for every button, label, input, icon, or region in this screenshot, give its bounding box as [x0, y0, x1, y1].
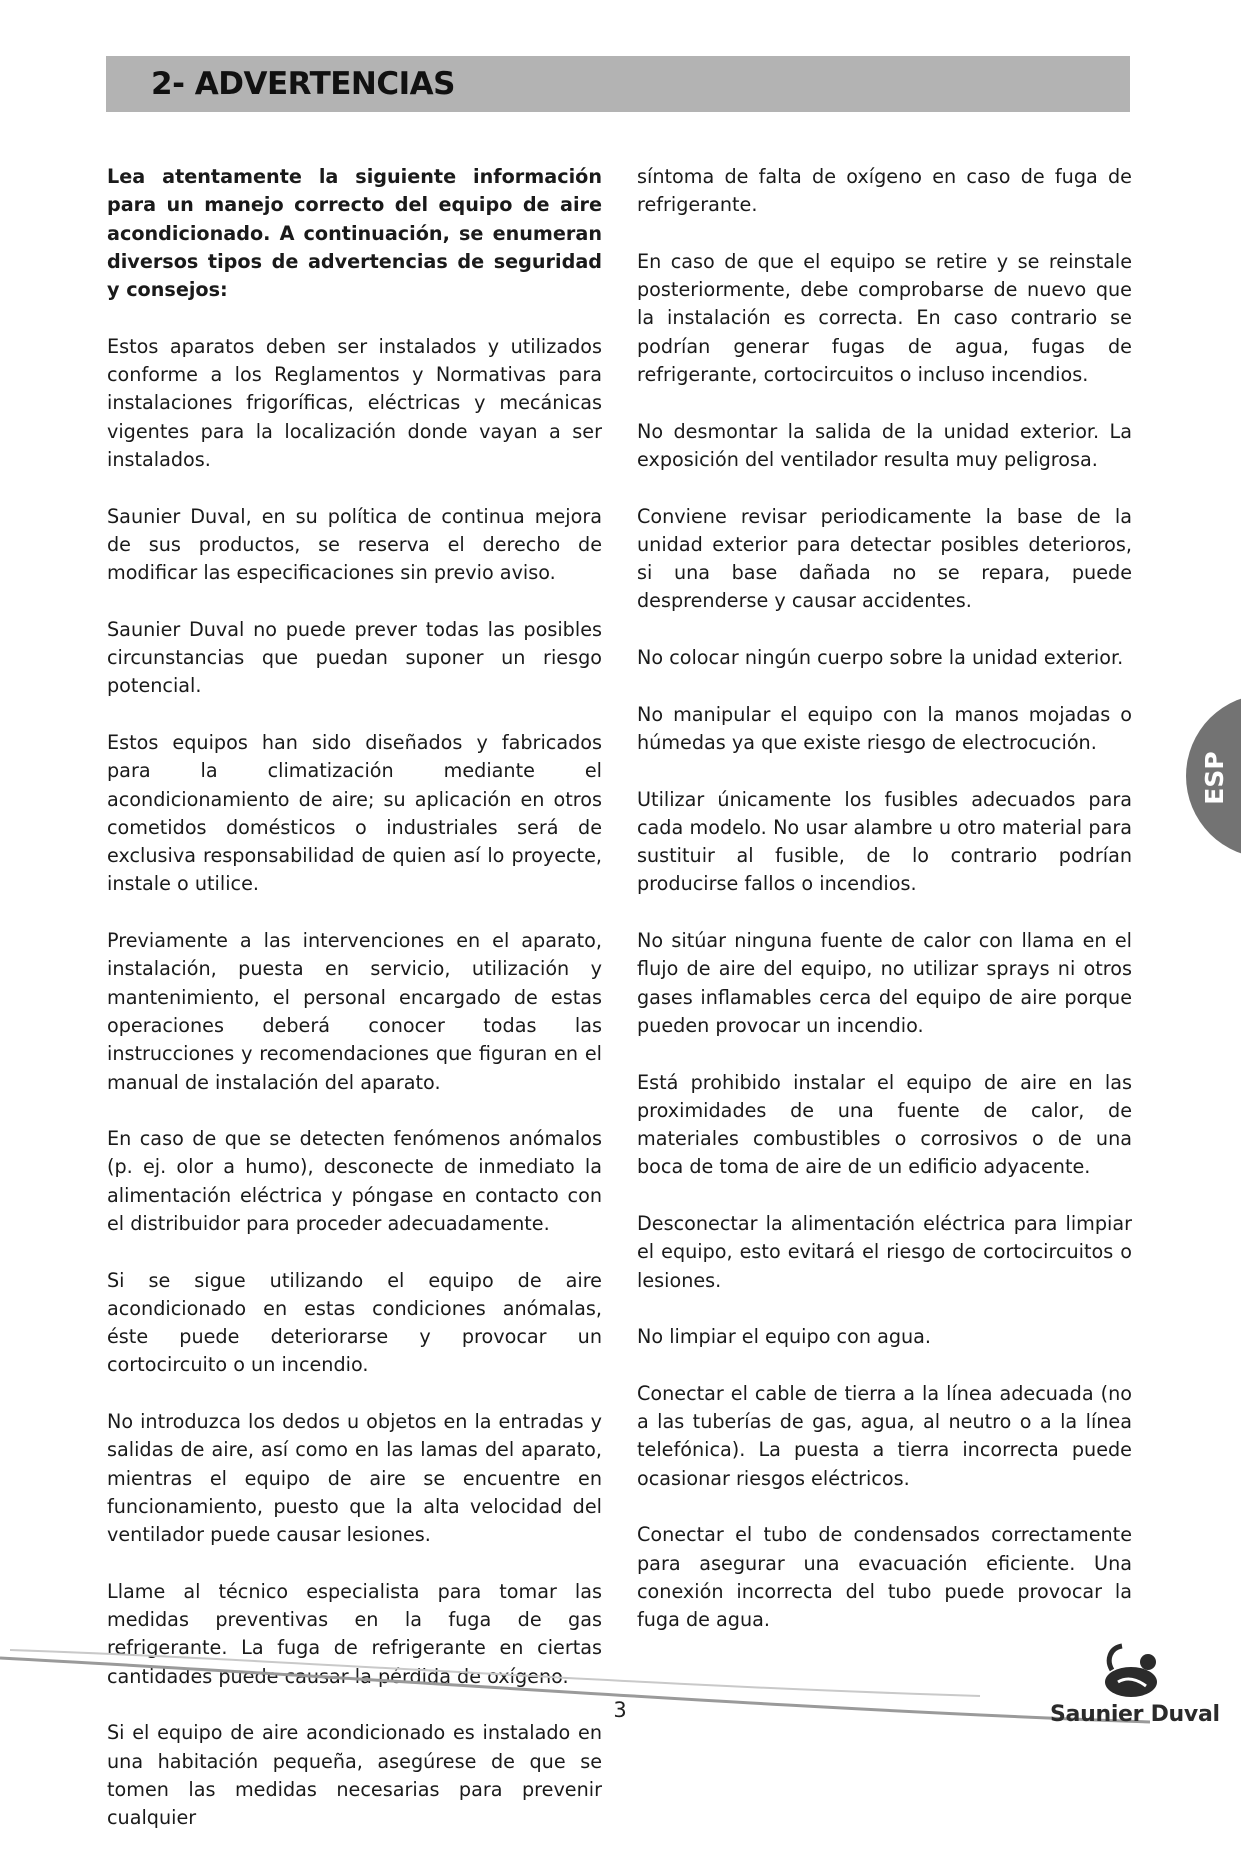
paragraph: Está prohibido instalar el equipo de aire en las proximidades de una fuente de calor, de materiales combustibles o corrosivos o de una boca de toma de aire de un edificio adyacente.	[637, 1070, 1132, 1179]
paragraph: No desmontar la salida de la unidad exterior. La exposición del ventilador resulta muy peligrosa.	[637, 419, 1132, 471]
paragraph: Desconectar la alimentación eléctrica para limpiar el equipo, esto evitará el riesgo de cortocircuitos o lesiones.	[637, 1211, 1132, 1292]
paragraph: En caso de que el equipo se retire y se reinstale posteriormente, debe comprobarse de nuevo que la instalación es correcta. En caso contrario se podrían generar fugas de agua, fugas de refrigerante, cortocircuitos o incluso incendios.	[637, 249, 1132, 387]
page-number: 3	[613, 1698, 627, 1722]
paragraph: Llame al técnico especialista para tomar las medidas preventivas en la fuga de gas refrigerante. La fuga de refrigerante en ciertas cantidades puede causar la pérdida de oxígeno.	[107, 1579, 602, 1688]
paragraph: Estos aparatos deben ser instalados y utilizados conforme a los Reglamentos y Normativas para instalaciones frigoríficas, eléctricas y mecánicas vigentes para la localización donde vayan a ser instalados.	[107, 334, 602, 471]
paragraph: No limpiar el equipo con agua.	[637, 1325, 932, 1349]
paragraph: Utilizar únicamente los fusibles adecuados para cada modelo. No usar alambre u otro material para sustituir al fusible, de lo contrario podrían producirse fallos o incendios.	[637, 787, 1132, 896]
paragraph: No colocar ningún cuerpo sobre la unidad exterior.	[637, 646, 1124, 670]
right-text-column	[637, 163, 1132, 1663]
paragraph: Saunier Duval no puede prever todas las posibles circunstancias que puedan suponer un riesgo potencial.	[107, 617, 602, 698]
paragraph: No manipular el equipo con la manos mojadas o húmedas ya que existe riesgo de electrocución.	[637, 702, 1132, 754]
section-header-bar	[106, 56, 1130, 112]
section-title: 2- ADVERTENCIAS	[151, 66, 455, 102]
saunier-duval-logo-icon	[1098, 1640, 1168, 1702]
paragraph: Estos equipos han sido diseñados y fabricados para la climatización mediante el acondicionamiento de aire; su aplicación en otros cometidos domésticos o industriales será de exclusiva responsabilidad de quien así lo proyecte, instale o utilice.	[107, 730, 602, 896]
paragraph: No introduzca los dedos u objetos en la entradas y salidas de aire, así como en las lamas del aparato, mientras el equipo de aire se encuentre en funcionamiento, puesto que la alta velocidad del ventilador puede causar lesiones.	[107, 1410, 602, 1547]
paragraph: Saunier Duval, en su política de continua mejora de sus productos, se reserva el derecho de modificar las especificaciones sin previo aviso.	[107, 504, 602, 585]
language-tab-label: ESP	[1200, 751, 1229, 805]
intro-paragraph: Lea atentamente la siguiente información para un manejo correcto del equipo de aire acondicionado. A continuación, se enumeran diversos tipos de advertencias de seguridad y consejos:	[107, 165, 602, 302]
left-text-column	[107, 163, 602, 1861]
paragraph: Conectar el tubo de condensados correctamente para asegurar una evacuación eficiente. Una conexión incorrecta del tubo puede provocar la fuga de agua.	[637, 1523, 1132, 1632]
paragraph: síntoma de falta de oxígeno en caso de fuga de refrigerante.	[637, 165, 1132, 217]
brand-name: Saunier Duval	[1050, 1702, 1220, 1727]
paragraph: En caso de que se detecten fenómenos anómalos (p. ej. olor a humo), desconecte de inmediato la alimentación eléctrica y póngase en contacto con el distribuidor para proceder adecuadamente.	[107, 1127, 602, 1235]
paragraph: No sitúar ninguna fuente de calor con llama en el flujo de aire del equipo, no utilizar sprays ni otros gases inflamables cerca del equipo de aire porque pueden provocar un incendio.	[637, 929, 1132, 1037]
paragraph: Previamente a las intervenciones en el aparato, instalación, puesta en servicio, utilización y mantenimiento, el personal encargado de estas operaciones deberá conocer todas las instrucciones y recomendaciones que figuran en el manual de instalación del aparato.	[107, 929, 602, 1094]
paragraph: Conectar el cable de tierra a la línea adecuada (no a las tuberías de gas, agua, al neutro o a la línea telefónica). La puesta a tierra incorrecta puede ocasionar riesgos eléctricos.	[637, 1381, 1132, 1490]
paragraph: Si el equipo de aire acondicionado es instalado en una habitación pequeña, asegúrese de que se tomen las medidas necesarias para prevenir cualquier	[107, 1721, 602, 1830]
paragraph: Si se sigue utilizando el equipo de aire acondicionado en estas condiciones anómalas, éste puede deteriorarse y provocar un cortocircuito o un incendio.	[107, 1268, 602, 1377]
paragraph: Conviene revisar periodicamente la base de la unidad exterior para detectar posibles deterioros, si una base dañada no se repara, puede desprenderse y causar accidentes.	[637, 504, 1132, 613]
